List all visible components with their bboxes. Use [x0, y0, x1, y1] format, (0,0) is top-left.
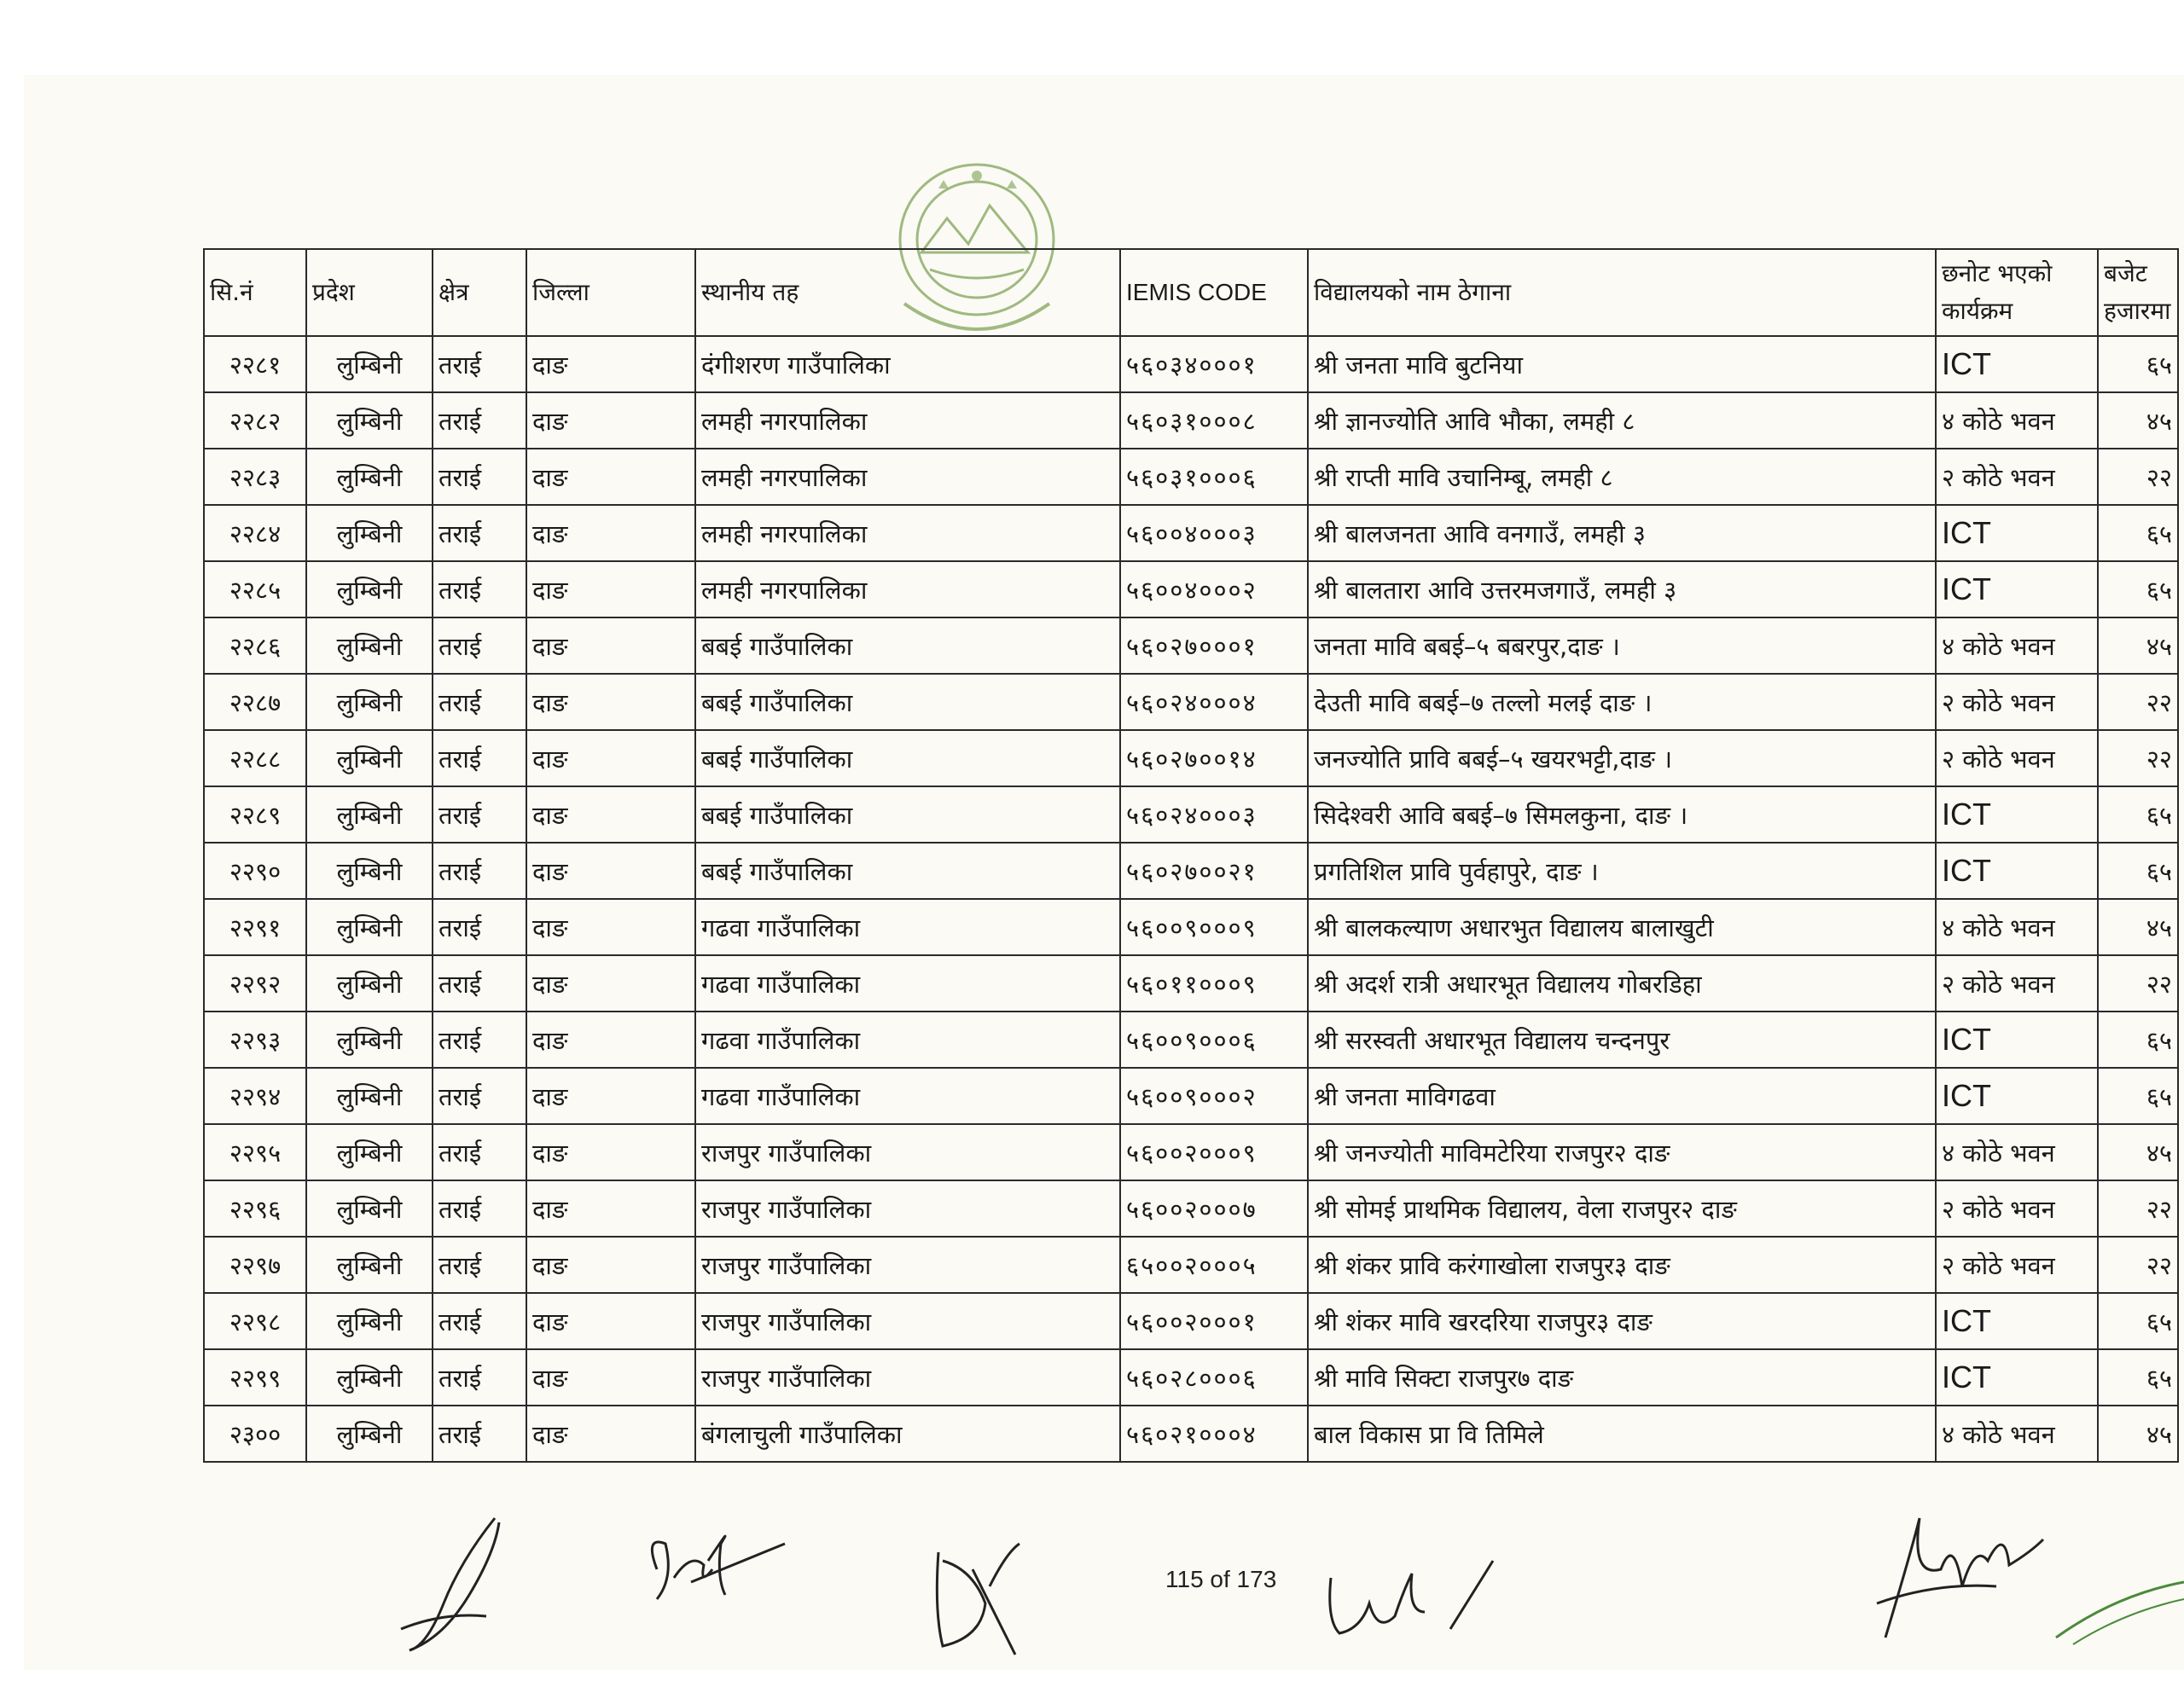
cell-district: दाङ	[526, 561, 695, 617]
cell-school-name: श्री ज्ञानज्योति आवि भौका, लमही ८	[1308, 392, 1936, 449]
cell-province: लुम्बिनी	[306, 1068, 433, 1124]
cell-budget: २२	[2098, 1180, 2178, 1237]
header-program	[1936, 249, 2098, 336]
cell-iemis-code: ५६००९०००९	[1120, 899, 1308, 955]
cell-sn: २२८२	[204, 392, 306, 449]
table-row	[204, 1124, 2178, 1180]
signature-2-image	[640, 1518, 793, 1620]
cell-program: २ कोठे भवन	[1936, 449, 2098, 505]
table-row	[204, 1293, 2178, 1349]
cell-iemis-code: ५६०२४०००४	[1120, 674, 1308, 730]
cell-program: ICT	[1936, 1349, 2098, 1406]
table-row	[204, 1012, 2178, 1068]
cell-budget: २२	[2098, 449, 2178, 505]
cell-province: लुम्बिनी	[306, 899, 433, 955]
cell-sn: २२९७	[204, 1237, 306, 1293]
cell-budget: ४५	[2098, 1406, 2178, 1462]
table-row	[204, 561, 2178, 617]
cell-sn: २२८७	[204, 674, 306, 730]
cell-program: ४ कोठे भवन	[1936, 617, 2098, 674]
cell-province: लुम्बिनी	[306, 730, 433, 786]
signature-1-image	[392, 1510, 546, 1663]
cell-local-level: राजपुर गाउँपालिका	[695, 1237, 1120, 1293]
cell-province: लुम्बिनी	[306, 392, 433, 449]
cell-school-name: श्री जनज्योती माविमटेरिया राजपुर२ दाङ	[1308, 1124, 1936, 1180]
cell-school-name: देउती मावि बबई–७ तल्लो मलई दाङ ।	[1308, 674, 1936, 730]
cell-school-name: श्री मावि सिक्टा राजपुर७ दाङ	[1308, 1349, 1936, 1406]
cell-school-name: प्रगतिशिल प्रावि पुर्वहापुरे, दाङ ।	[1308, 843, 1936, 899]
cell-zone: तराई	[433, 955, 526, 1012]
cell-district: दाङ	[526, 1012, 695, 1068]
cell-iemis-code: ५६०२१०००४	[1120, 1406, 1308, 1462]
cell-sn: २२९०	[204, 843, 306, 899]
cell-program: २ कोठे भवन	[1936, 730, 2098, 786]
cell-district: दाङ	[526, 1349, 695, 1406]
cell-district: दाङ	[526, 392, 695, 449]
cell-program: ४ कोठे भवन	[1936, 1406, 2098, 1462]
cell-district: दाङ	[526, 786, 695, 843]
cell-province: लुम्बिनी	[306, 955, 433, 1012]
cell-zone: तराई	[433, 1180, 526, 1237]
cell-program: ४ कोठे भवन	[1936, 392, 2098, 449]
cell-program: २ कोठे भवन	[1936, 955, 2098, 1012]
cell-zone: तराई	[433, 505, 526, 561]
table-row	[204, 336, 2178, 392]
cell-budget: २२	[2098, 1237, 2178, 1293]
cell-budget: ६५	[2098, 1293, 2178, 1349]
cell-program: ICT	[1936, 786, 2098, 843]
cell-local-level: राजपुर गाउँपालिका	[695, 1349, 1120, 1406]
cell-zone: तराई	[433, 1237, 526, 1293]
cell-zone: तराई	[433, 730, 526, 786]
official-stamp-image	[2048, 1578, 2184, 1646]
table-row	[204, 786, 2178, 843]
cell-budget: ४५	[2098, 899, 2178, 955]
cell-zone: तराई	[433, 1124, 526, 1180]
cell-zone: तराई	[433, 1349, 526, 1406]
cell-province: लुम्बिनी	[306, 1349, 433, 1406]
cell-program: ICT	[1936, 336, 2098, 392]
cell-budget: ४५	[2098, 617, 2178, 674]
signature-4-image	[1322, 1552, 1510, 1646]
cell-budget: २२	[2098, 955, 2178, 1012]
cell-district: दाङ	[526, 336, 695, 392]
cell-district: दाङ	[526, 730, 695, 786]
cell-zone: तराई	[433, 1293, 526, 1349]
header-local-level: स्थानीय तह	[695, 249, 1120, 336]
signature-3-image	[921, 1535, 1032, 1663]
table-row	[204, 843, 2178, 899]
cell-budget: ६५	[2098, 1349, 2178, 1406]
cell-budget: २२	[2098, 674, 2178, 730]
header-school-name: विद्यालयको नाम ठेगाना	[1308, 249, 1936, 336]
cell-school-name: श्री शंकर मावि खरदरिया राजपुर३ दाङ	[1308, 1293, 1936, 1349]
cell-program: ICT	[1936, 561, 2098, 617]
cell-zone: तराई	[433, 1012, 526, 1068]
cell-zone: तराई	[433, 617, 526, 674]
cell-sn: २२९३	[204, 1012, 306, 1068]
cell-local-level: बबई गाउँपालिका	[695, 617, 1120, 674]
cell-district: दाङ	[526, 843, 695, 899]
cell-zone: तराई	[433, 786, 526, 843]
cell-local-level: गढवा गाउँपालिका	[695, 955, 1120, 1012]
cell-zone: तराई	[433, 336, 526, 392]
cell-sn: २२८९	[204, 786, 306, 843]
school-list-table	[203, 248, 2179, 1463]
header-province: प्रदेश	[306, 249, 433, 336]
cell-local-level: बबई गाउँपालिका	[695, 786, 1120, 843]
cell-zone: तराई	[433, 1406, 526, 1462]
cell-school-name: श्री बालकल्याण अधारभुत विद्यालय बालाखुटी	[1308, 899, 1936, 955]
table-row	[204, 730, 2178, 786]
cell-budget: २२	[2098, 730, 2178, 786]
cell-iemis-code: ५६०३१०००६	[1120, 449, 1308, 505]
table-header-row	[204, 249, 2178, 336]
cell-school-name: श्री बालजनता आवि वनगाउँ, लमही ३	[1308, 505, 1936, 561]
table-row	[204, 1237, 2178, 1293]
cell-district: दाङ	[526, 1124, 695, 1180]
cell-zone: तराई	[433, 843, 526, 899]
cell-district: दाङ	[526, 1180, 695, 1237]
cell-province: लुम्बिनी	[306, 449, 433, 505]
cell-school-name: श्री शंकर प्रावि करंगाखोला राजपुर३ दाङ	[1308, 1237, 1936, 1293]
table-row	[204, 505, 2178, 561]
cell-district: दाङ	[526, 449, 695, 505]
cell-program: ICT	[1936, 843, 2098, 899]
cell-local-level: राजपुर गाउँपालिका	[695, 1293, 1120, 1349]
cell-local-level: गढवा गाउँपालिका	[695, 1012, 1120, 1068]
cell-budget: ६५	[2098, 561, 2178, 617]
cell-sn: २२९५	[204, 1124, 306, 1180]
cell-budget: ६५	[2098, 336, 2178, 392]
cell-district: दाङ	[526, 955, 695, 1012]
cell-local-level: लमही नगरपालिका	[695, 505, 1120, 561]
cell-province: लुम्बिनी	[306, 617, 433, 674]
table-row	[204, 899, 2178, 955]
header-sn: सि.नं	[204, 249, 306, 336]
cell-program: २ कोठे भवन	[1936, 674, 2098, 730]
cell-sn: २२९८	[204, 1293, 306, 1349]
cell-province: लुम्बिनी	[306, 1012, 433, 1068]
cell-sn: २२९२	[204, 955, 306, 1012]
cell-province: लुम्बिनी	[306, 1124, 433, 1180]
header-budget	[2098, 249, 2178, 336]
cell-province: लुम्बिनी	[306, 674, 433, 730]
cell-province: लुम्बिनी	[306, 1406, 433, 1462]
cell-sn: २२८८	[204, 730, 306, 786]
header-district: जिल्ला	[526, 249, 695, 336]
cell-local-level: राजपुर गाउँपालिका	[695, 1124, 1120, 1180]
cell-program: ICT	[1936, 1293, 2098, 1349]
cell-school-name: श्री बालतारा आवि उत्तरमजगाउँ, लमही ३	[1308, 561, 1936, 617]
table-row	[204, 1349, 2178, 1406]
cell-district: दाङ	[526, 1406, 695, 1462]
cell-iemis-code: ५६०२४०००३	[1120, 786, 1308, 843]
cell-sn: २२८५	[204, 561, 306, 617]
cell-district: दाङ	[526, 674, 695, 730]
cell-district: दाङ	[526, 1237, 695, 1293]
cell-zone: तराई	[433, 449, 526, 505]
cell-zone: तराई	[433, 392, 526, 449]
cell-program: ICT	[1936, 1012, 2098, 1068]
header-program-line1: छनोट भएको	[1942, 259, 2053, 287]
cell-local-level: लमही नगरपालिका	[695, 449, 1120, 505]
cell-local-level: राजपुर गाउँपालिका	[695, 1180, 1120, 1237]
cell-budget: ६५	[2098, 786, 2178, 843]
table-row	[204, 617, 2178, 674]
table-row	[204, 392, 2178, 449]
cell-school-name: बाल विकास प्रा वि तिमिले	[1308, 1406, 1936, 1462]
cell-budget: ६५	[2098, 505, 2178, 561]
cell-program: २ कोठे भवन	[1936, 1237, 2098, 1293]
cell-iemis-code: ५६०२८०००६	[1120, 1349, 1308, 1406]
cell-zone: तराई	[433, 674, 526, 730]
page-number: 115 of 173	[1165, 1566, 1277, 1592]
cell-local-level: बबई गाउँपालिका	[695, 730, 1120, 786]
table-row	[204, 955, 2178, 1012]
cell-budget: ६५	[2098, 1012, 2178, 1068]
cell-school-name: श्री जनता मावि बुटनिया	[1308, 336, 1936, 392]
cell-iemis-code: ५६००२०००९	[1120, 1124, 1308, 1180]
header-zone: क्षेत्र	[433, 249, 526, 336]
cell-sn: २२८४	[204, 505, 306, 561]
cell-local-level: बबई गाउँपालिका	[695, 674, 1120, 730]
cell-local-level: लमही नगरपालिका	[695, 392, 1120, 449]
cell-program: ४ कोठे भवन	[1936, 1124, 2098, 1180]
table-body	[204, 336, 2178, 1462]
cell-iemis-code: ५६००४०००३	[1120, 505, 1308, 561]
cell-iemis-code: ५६०२७००१४	[1120, 730, 1308, 786]
cell-school-name: जनज्योति प्रावि बबई–५ खयरभट्टी,दाङ ।	[1308, 730, 1936, 786]
cell-sn: २२९६	[204, 1180, 306, 1237]
cell-budget: ४५	[2098, 1124, 2178, 1180]
header-program-line2: कार्यक्रम	[1942, 297, 2013, 325]
cell-district: दाङ	[526, 1293, 695, 1349]
cell-program: ICT	[1936, 505, 2098, 561]
cell-school-name: सिदेश्वरी आवि बबई–७ सिमलकुना, दाङ ।	[1308, 786, 1936, 843]
cell-school-name: श्री अदर्श रात्री अधारभूत विद्यालय गोबरडिहा	[1308, 955, 1936, 1012]
cell-iemis-code: ५६०११०००९	[1120, 955, 1308, 1012]
cell-program: ४ कोठे भवन	[1936, 899, 2098, 955]
cell-district: दाङ	[526, 1068, 695, 1124]
cell-budget: ६५	[2098, 843, 2178, 899]
cell-district: दाङ	[526, 899, 695, 955]
cell-zone: तराई	[433, 561, 526, 617]
cell-iemis-code: ६५००२०००५	[1120, 1237, 1308, 1293]
cell-zone: तराई	[433, 899, 526, 955]
cell-iemis-code: ५६००९०००६	[1120, 1012, 1308, 1068]
cell-school-name: जनता मावि बबई–५ बबरपुर,दाङ ।	[1308, 617, 1936, 674]
cell-sn: २२९९	[204, 1349, 306, 1406]
cell-iemis-code: ५६०३४०००१	[1120, 336, 1308, 392]
cell-school-name: श्री सोमई प्राथमिक विद्यालय, वेला राजपुर२ दाङ	[1308, 1180, 1936, 1237]
cell-local-level: गढवा गाउँपालिका	[695, 899, 1120, 955]
table-row	[204, 1406, 2178, 1462]
cell-province: लुम्बिनी	[306, 1293, 433, 1349]
cell-zone: तराई	[433, 1068, 526, 1124]
cell-iemis-code: ५६००२०००७	[1120, 1180, 1308, 1237]
cell-sn: २२९४	[204, 1068, 306, 1124]
table-row	[204, 449, 2178, 505]
cell-district: दाङ	[526, 617, 695, 674]
cell-province: लुम्बिनी	[306, 786, 433, 843]
cell-iemis-code: ५६०३१०००८	[1120, 392, 1308, 449]
cell-local-level: बंगलाचुली गाउँपालिका	[695, 1406, 1120, 1462]
cell-program: २ कोठे भवन	[1936, 1180, 2098, 1237]
cell-sn: २३००	[204, 1406, 306, 1462]
cell-province: लुम्बिनी	[306, 505, 433, 561]
cell-province: लुम्बिनी	[306, 561, 433, 617]
header-budget-line2: हजारमा	[2104, 297, 2171, 325]
cell-school-name: श्री जनता माविगढवा	[1308, 1068, 1936, 1124]
cell-district: दाङ	[526, 505, 695, 561]
cell-iemis-code: ५६०२७००२१	[1120, 843, 1308, 899]
cell-province: लुम्बिनी	[306, 1237, 433, 1293]
cell-budget: ४५	[2098, 392, 2178, 449]
cell-program: ICT	[1936, 1068, 2098, 1124]
cell-sn: २२८१	[204, 336, 306, 392]
cell-school-name: श्री राप्ती मावि उचानिम्बू, लमही ८	[1308, 449, 1936, 505]
table-row	[204, 1180, 2178, 1237]
cell-sn: २२९१	[204, 899, 306, 955]
cell-local-level: बबई गाउँपालिका	[695, 843, 1120, 899]
cell-iemis-code: ५६००९०००२	[1120, 1068, 1308, 1124]
cell-local-level: लमही नगरपालिका	[695, 561, 1120, 617]
cell-province: लुम्बिनी	[306, 336, 433, 392]
cell-school-name: श्री सरस्वती अधारभूत विद्यालय चन्दनपुर	[1308, 1012, 1936, 1068]
cell-local-level: गढवा गाउँपालिका	[695, 1068, 1120, 1124]
cell-iemis-code: ५६०२७०००१	[1120, 617, 1308, 674]
cell-local-level: दंगीशरण गाउँपालिका	[695, 336, 1120, 392]
cell-iemis-code: ५६००२०००१	[1120, 1293, 1308, 1349]
cell-iemis-code: ५६००४०००२	[1120, 561, 1308, 617]
cell-province: लुम्बिनी	[306, 843, 433, 899]
cell-sn: २२८६	[204, 617, 306, 674]
cell-budget: ६५	[2098, 1068, 2178, 1124]
cell-province: लुम्बिनी	[306, 1180, 433, 1237]
table-row	[204, 1068, 2178, 1124]
header-budget-line1: बजेट	[2104, 259, 2147, 287]
header-iemis-code: IEMIS CODE	[1120, 249, 1308, 336]
cell-sn: २२८३	[204, 449, 306, 505]
table-row	[204, 674, 2178, 730]
